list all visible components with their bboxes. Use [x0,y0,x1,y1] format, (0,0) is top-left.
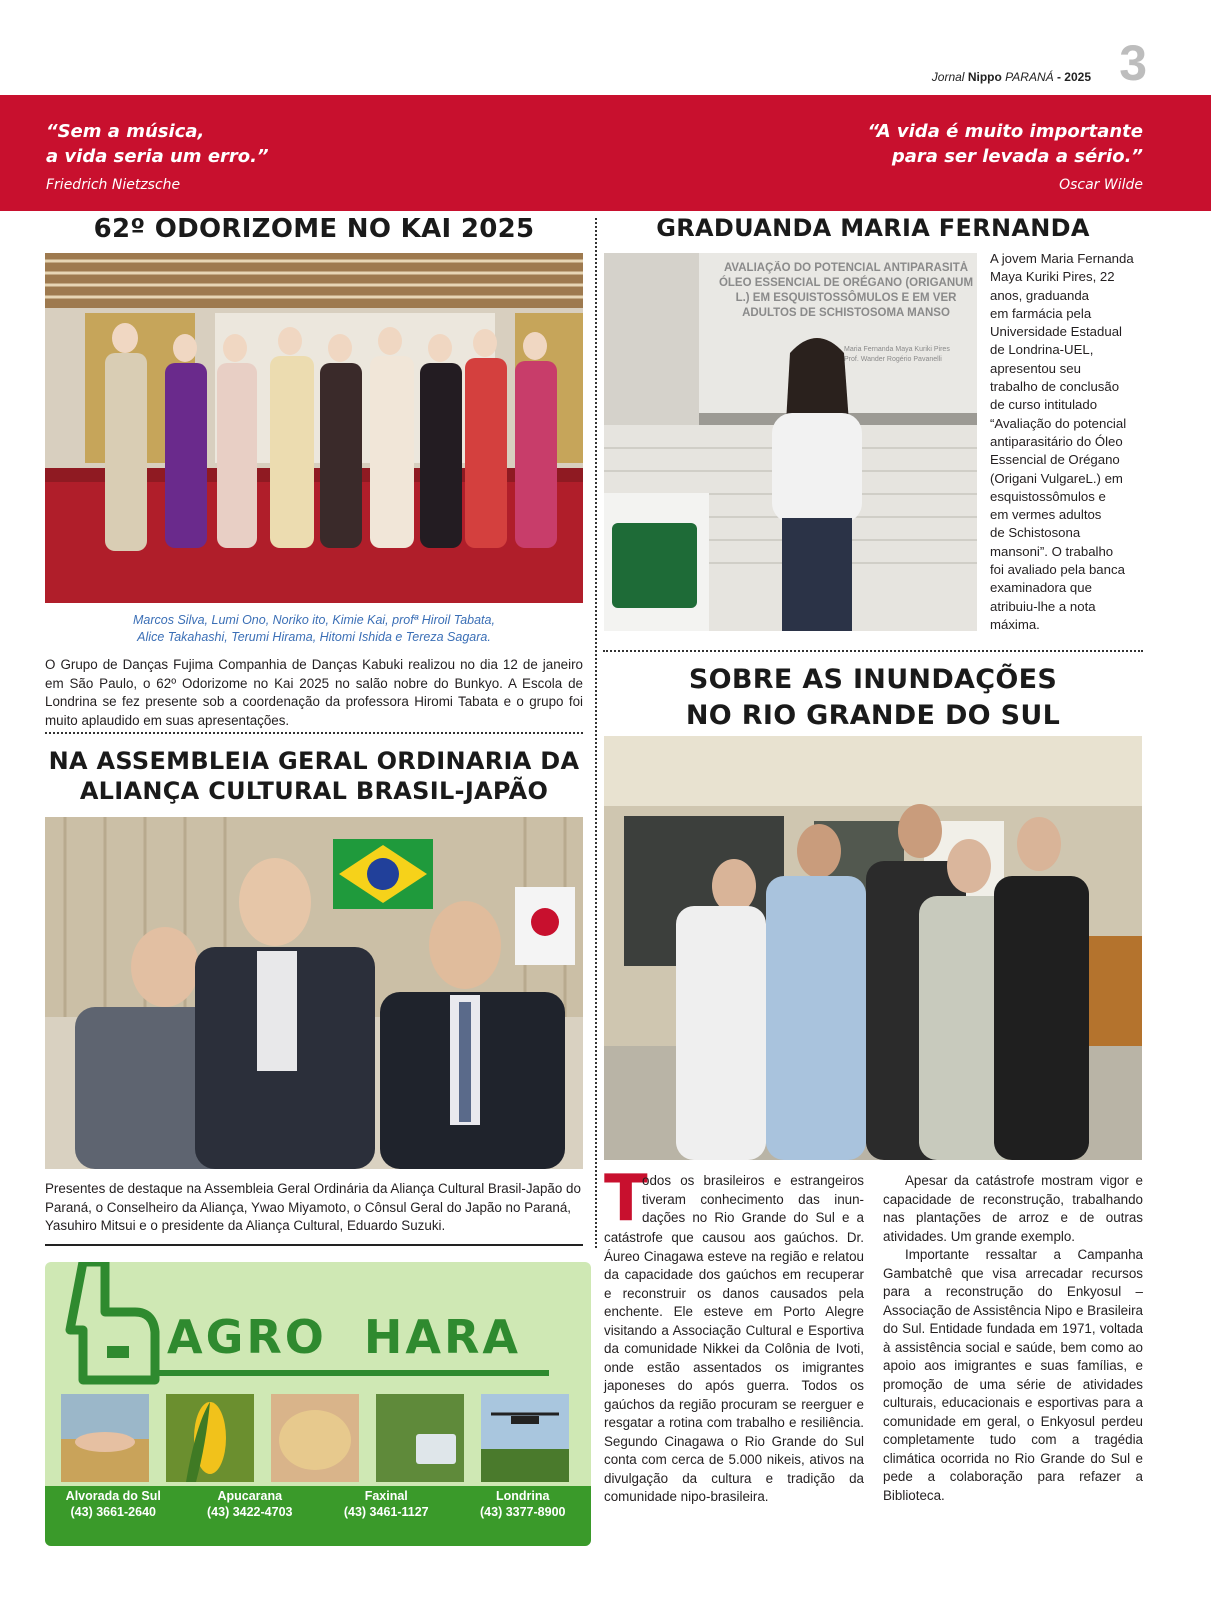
store-item [45,1488,182,1544]
body-graduanda-line: Universidade Estadual [990,324,1122,340]
body-graduanda-line: atribuiu-lhe a nota [990,598,1096,614]
agro-hara-brand: AGRO HARA [167,1310,522,1364]
newspaper-masthead [932,70,1091,84]
column-divider [595,218,597,1248]
body-graduanda-line: antiparasitário do Óleo [990,433,1123,449]
column-inundacoes-2 [883,1172,1143,1505]
body-graduanda [990,250,1150,634]
store-list [45,1488,591,1544]
body-graduanda-line: (Origani VulgareL.) em [990,470,1123,486]
photo-assembleia [45,817,583,1169]
quote-left-author: Friedrich Nietzsche [46,177,181,193]
body-inundacoes-para1: Apesar da catástrofe mostram vigor e capacidade de reconstrução, trabalhando nas plantações de arroz e de outras atividades. Um grande exemplo. [883,1173,1143,1244]
slide-authors: Maria Fernanda Maya Kuriki Pires Prof. Wander Rogério Pavanelli [844,346,950,363]
store-item [318,1488,455,1544]
photo-inundacoes [604,736,1142,1160]
store-phone: (43) 3461-1127 [343,1505,429,1519]
body-graduanda-line: de curso intitulado [990,397,1098,413]
photo-graduanda [604,253,977,631]
headline-assembleia: NA ASSEMBLEIA GERAL ORDINARIA DA ALIANÇA CULTURAL BRASIL-JAPÃO [48,747,580,805]
jornal-name: Nippo [967,70,1002,84]
store-item [455,1488,592,1544]
store-city: Apucarana [217,1489,283,1503]
body-graduanda-line: anos, graduanda [990,287,1089,303]
ad-agro-hara[interactable] [45,1262,591,1546]
jornal-prefix: Jornal [931,70,965,84]
corn-photo [166,1394,254,1482]
jornal-year: - 2025 [1056,70,1091,84]
body-graduanda-line: mansoni”. O trabalho [990,543,1114,559]
jornal-state: PARANÁ [1005,70,1054,84]
drop-cap: T [604,1162,648,1236]
page-number: 3 [1119,35,1147,91]
photo-odorizome-group [45,253,583,603]
ad-divider [45,1244,583,1246]
lead-line: tiveram conhecimento das inun- [642,1191,864,1207]
body-graduanda-line: trabalho de conclusão [990,379,1120,395]
body-inundacoes-para2: Importante ressaltar a Campanha Gambatchê que visa arrecadar recursos para a reconstrução do Enkyosul – Associação de Assistência Nipo e Brasileira do Sul. Entidade fundada em 1971, voltada à assistência social e saúde, bem como ao apoio aos imigrantes e suas famílias, e promoção de uma série de atividades culturais, educacionais e esportivas para a comunidade em geral, o Enkyosul perdeu completamente tudo com a tragédia climática ocorrida no Rio Grande do Sul e pede a colaboração para refazer a Biblioteca. [883,1247,1143,1503]
store-phone: (43) 3377-8900 [480,1505,566,1519]
quote-band [0,95,1211,211]
body-graduanda-line: Essencial de Orégano [990,452,1120,468]
body-graduanda-line: de Schistosona [990,525,1081,541]
slide-title: AVALIAÇÃO DO POTENCIAL ANTIPARASITÁ ÓLEO ESSENCIAL DE ORÉGANO (ORIGANUM L.) EM ESQUISTOSSÔMULOS E EM VER ADULTOS DE SCHISTOSOMA MANSO [718,262,974,319]
quote-right-author: Oscar Wilde [1059,177,1143,193]
store-city: Faxinal [364,1489,408,1503]
body-graduanda-line: “Avaliação do potencial [990,415,1127,431]
store-phone: (43) 3661-2640 [70,1505,156,1519]
body-graduanda-line: de Londrina-UEL, [990,342,1094,358]
lead-line: odos os brasileiros e estrangeiros [642,1173,864,1188]
body-graduanda-line: Maya Kuriki Pires, 22 [990,269,1115,285]
body-odorizome: O Grupo de Danças Fujima Companhia de Danças Kabuki realizou no dia 12 de janeiro em São Paulo, o 62º Odorizome no Kai 2025 no salão nobre do Bunkyo. A Escola de Londrina se fez presente sob a coordenação da professora Hiromi Tabata e o grupo foi muito aplaudido em suas apresentações. [45,657,583,728]
section-divider-right [603,650,1143,652]
column-inundacoes-1 [604,1162,864,1507]
body-graduanda-line: em farmácia pela [990,305,1092,321]
body-graduanda-line: máxima. [990,616,1040,632]
lead-lines [642,1172,864,1228]
quote-right: “A vida é muito importante para ser levada a sério.” [867,121,1143,167]
headline-odorizome: 62º ODORIZOME NO KAI 2025 [93,214,535,244]
body-graduanda-line: examinadora que [990,580,1092,596]
caption-odorizome: Marcos Silva, Lumi Ono, Noriko ito, Kimie Kai, profª Hiroil Tabata, Alice Takahashi, Terumi Hirama, Hitomi Ishida e Tereza Sagara. [133,613,495,644]
handshake-photo [61,1394,149,1482]
store-city: Londrina [496,1489,550,1503]
store-phone: (43) 3422-4703 [207,1505,293,1519]
body-inundacoes-col1: catástrofe que causou aos gaúchos. Dr. Áureo Cinagawa esteve na região e relatou da capacidade dos gaúchos em recuperar e reconstruir os danos causados pela enchente. Ele esteve em Porto Alegre visitando a Associação Cultural e Esportiva da comunidade Nikkei da Colônia de Ivoti, onde estão assentados os imigrantes japoneses do após guerra. Todos os gaúchos da região procuram se reerguer e resgatar a rotina com trabalho e resiliência. Segundo Cinagawa o Rio Grande do Sul conta com cerca de 5.000 nikeis, ativos na divulgação da cultura e tradição da comunidade nipo-brasileira. [604,1230,864,1504]
body-graduanda-line: esquistossômulos e [990,488,1106,504]
drone-photo [481,1394,569,1482]
store-city: Alvorada do Sul [65,1489,161,1503]
lead-line: dações no Rio Grande do Sul e a [642,1210,864,1225]
body-graduanda-line: foi avaliado pela banca [990,562,1125,578]
body-assembleia: Presentes de destaque na Assembleia Geral Ordinária da Aliança Cultural Brasil-Japão do Paraná, o Conselheiro da Aliança, Ywao Miyamoto, o Cônsul Geral do Japão no Paraná, Yasuhiro Mitsui e o presidente da Aliança Cultural, Eduardo Suzuki. [45,1181,581,1233]
quote-left: “Sem a música, a vida seria um erro.” [46,121,269,167]
section-divider-left [45,732,583,734]
headline-graduanda: GRADUANDA MARIA FERNANDA [656,214,1090,242]
store-item [182,1488,319,1544]
soybeans-photo [271,1394,359,1482]
body-graduanda-line: apresentou seu [990,360,1081,376]
body-graduanda-line: A jovem Maria Fernanda [990,251,1134,266]
body-graduanda-line: em vermes adultos [990,507,1102,523]
headline-inundacoes: SOBRE AS INUNDAÇÕES NO RIO GRANDE DO SUL [685,664,1061,731]
tablet-photo [376,1394,464,1482]
